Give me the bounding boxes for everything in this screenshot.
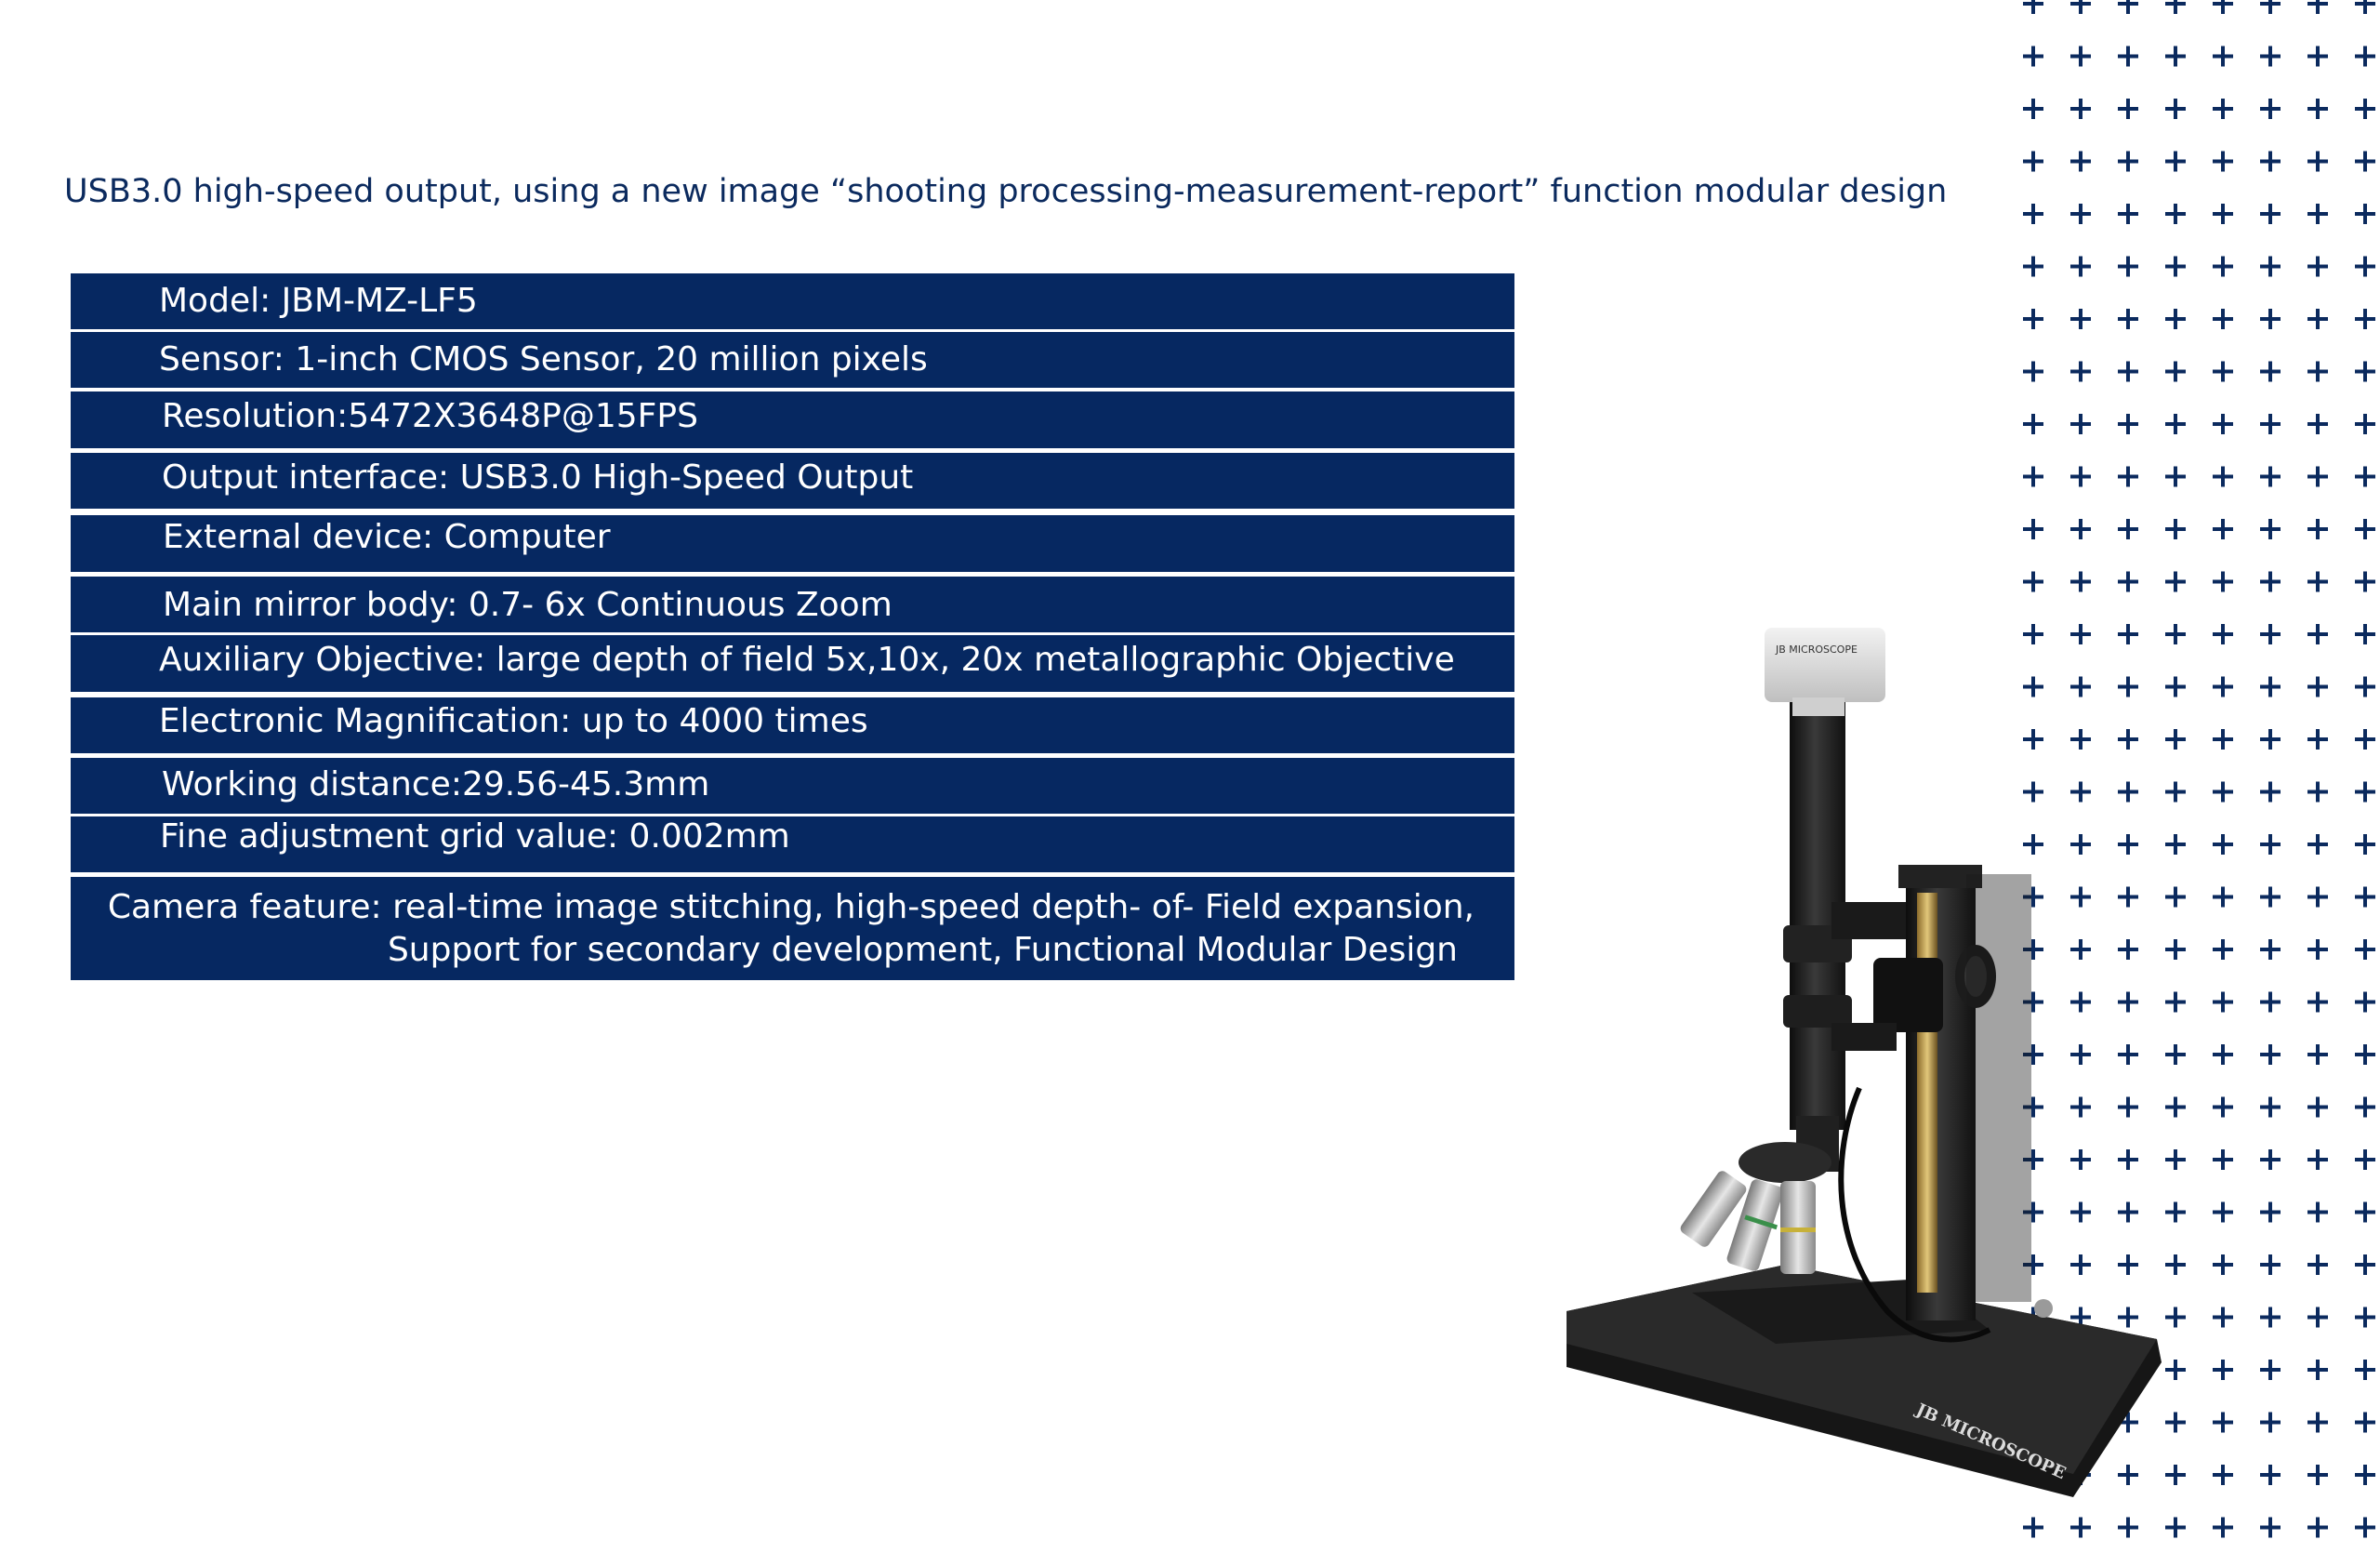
plus-icon xyxy=(2307,887,2328,908)
plus-icon xyxy=(2213,99,2233,119)
plus-icon xyxy=(2165,572,2186,592)
plus-icon xyxy=(2307,519,2328,539)
plus-icon xyxy=(2213,1149,2233,1170)
plus-icon xyxy=(2070,99,2091,119)
plus-icon xyxy=(2213,467,2233,487)
plus-icon xyxy=(2213,834,2233,855)
plus-icon xyxy=(2355,1044,2375,1065)
spec-text-model: Model: JBM-MZ-LF5 xyxy=(159,282,478,320)
plus-icon xyxy=(2070,0,2091,14)
microscope-image xyxy=(1553,595,2185,1525)
plus-icon xyxy=(2307,1149,2328,1170)
plus-icon xyxy=(2260,0,2281,14)
plus-icon xyxy=(2165,257,2186,277)
plus-icon xyxy=(2070,519,2091,539)
spec-row-sensor xyxy=(71,332,1514,388)
plus-icon xyxy=(2307,624,2328,644)
plus-icon xyxy=(2213,257,2233,277)
plus-icon xyxy=(2307,729,2328,750)
plus-icon xyxy=(2307,834,2328,855)
plus-icon xyxy=(2213,1202,2233,1223)
objective-turret xyxy=(1678,1142,1831,1274)
plus-icon xyxy=(2118,572,2138,592)
plus-icon xyxy=(2070,204,2091,224)
plus-icon xyxy=(2355,257,2375,277)
plus-icon xyxy=(2070,152,2091,172)
plus-icon xyxy=(2260,1097,2281,1118)
plus-icon xyxy=(2023,257,2043,277)
plus-icon xyxy=(2260,414,2281,434)
plus-icon xyxy=(2118,362,2138,382)
plus-icon xyxy=(2355,834,2375,855)
plus-icon xyxy=(2307,0,2328,14)
plus-icon xyxy=(2165,309,2186,329)
plus-icon xyxy=(2213,309,2233,329)
spec-row-electronic-magnification xyxy=(71,697,1514,753)
plus-icon xyxy=(2260,939,2281,960)
plus-icon xyxy=(2260,729,2281,750)
camera-feature-line-1: Camera feature: real-time image stitching, high-speed depth- of- Field expansion, xyxy=(107,887,1474,926)
spec-text-working-distance: Working distance:29.56-45.3mm xyxy=(162,765,710,803)
plus-icon xyxy=(2355,1254,2375,1275)
plus-icon xyxy=(2355,572,2375,592)
plus-icon xyxy=(2307,1360,2328,1380)
spec-text-auxiliary-objective: Auxiliary Objective: large depth of field 5x,10x, 20x metallographic Objective xyxy=(159,640,1455,679)
plus-icon xyxy=(2355,624,2375,644)
spec-text-external-device: External device: Computer xyxy=(163,517,611,556)
plus-icon xyxy=(2165,414,2186,434)
plus-icon xyxy=(2260,467,2281,487)
plus-icon xyxy=(2355,677,2375,697)
plus-icon xyxy=(2023,204,2043,224)
plus-icon xyxy=(2307,572,2328,592)
plus-icon xyxy=(2355,414,2375,434)
plus-icon xyxy=(2260,257,2281,277)
plus-icon xyxy=(2165,204,2186,224)
plus-icon xyxy=(2260,1518,2281,1538)
plus-icon xyxy=(2355,887,2375,908)
plus-icon xyxy=(2355,1518,2375,1538)
plus-icon xyxy=(2165,0,2186,14)
plus-icon xyxy=(2307,1044,2328,1065)
spec-text-main-mirror: Main mirror body: 0.7- 6x Continuous Zoom xyxy=(163,586,892,624)
plus-icon xyxy=(2355,729,2375,750)
plus-icon xyxy=(2355,1202,2375,1223)
plus-icon xyxy=(2070,572,2091,592)
plus-icon xyxy=(2023,46,2043,67)
spec-row-main-mirror xyxy=(71,577,1514,632)
plus-icon xyxy=(2023,572,2043,592)
plus-icon xyxy=(2307,204,2328,224)
plus-icon xyxy=(2260,309,2281,329)
plus-icon xyxy=(2023,152,2043,172)
plus-icon xyxy=(2213,1413,2233,1433)
plus-icon xyxy=(2307,1097,2328,1118)
plus-icon xyxy=(2118,257,2138,277)
plus-icon xyxy=(2023,414,2043,434)
plus-icon xyxy=(2213,362,2233,382)
plus-icon xyxy=(2260,1413,2281,1433)
plus-icon xyxy=(2355,467,2375,487)
plus-icon xyxy=(2118,46,2138,67)
plus-icon xyxy=(2213,1518,2233,1538)
plus-icon xyxy=(2260,572,2281,592)
plus-icon xyxy=(2355,1465,2375,1485)
plus-icon xyxy=(2355,46,2375,67)
spec-text-camera-feature xyxy=(100,877,1474,980)
plus-icon xyxy=(2213,677,2233,697)
spec-row-working-distance xyxy=(71,758,1514,814)
plus-icon xyxy=(2355,152,2375,172)
plus-icon xyxy=(2260,1149,2281,1170)
plus-icon xyxy=(2307,152,2328,172)
spec-row-fine-adjustment xyxy=(71,816,1514,872)
plus-icon xyxy=(2260,1465,2281,1485)
plus-icon xyxy=(2355,362,2375,382)
plus-icon xyxy=(2260,1360,2281,1380)
plus-icon xyxy=(2213,1044,2233,1065)
plus-icon xyxy=(2118,152,2138,172)
plus-icon xyxy=(2355,782,2375,803)
plus-icon xyxy=(2260,782,2281,803)
plus-icon xyxy=(2307,257,2328,277)
plus-icon xyxy=(2260,1254,2281,1275)
plus-icon xyxy=(2307,1413,2328,1433)
plus-icon xyxy=(2070,467,2091,487)
spec-text-output-interface: Output interface: USB3.0 High-Speed Output xyxy=(162,458,914,497)
plus-icon xyxy=(2355,309,2375,329)
plus-icon xyxy=(2118,204,2138,224)
plus-icon xyxy=(2023,309,2043,329)
plus-icon xyxy=(2165,152,2186,172)
plus-icon xyxy=(2355,1307,2375,1328)
plus-icon xyxy=(2307,414,2328,434)
plus-icon xyxy=(2023,519,2043,539)
plus-icon xyxy=(2355,519,2375,539)
plus-icon xyxy=(2355,99,2375,119)
plus-icon xyxy=(2307,1254,2328,1275)
plus-icon xyxy=(2213,782,2233,803)
plus-icon xyxy=(2260,46,2281,67)
plus-icon xyxy=(2213,887,2233,908)
plus-icon xyxy=(2213,572,2233,592)
plus-icon xyxy=(2165,362,2186,382)
plus-icon xyxy=(2213,46,2233,67)
plus-icon xyxy=(2260,362,2281,382)
plus-icon xyxy=(2307,46,2328,67)
plus-icon xyxy=(2307,1307,2328,1328)
plus-icon xyxy=(2213,939,2233,960)
plus-icon xyxy=(2260,204,2281,224)
plus-icon xyxy=(2307,677,2328,697)
plus-icon xyxy=(2165,519,2186,539)
plus-icon xyxy=(2355,1413,2375,1433)
plus-icon xyxy=(2213,152,2233,172)
plus-icon xyxy=(2307,99,2328,119)
plus-icon xyxy=(2213,0,2233,14)
plus-icon xyxy=(2355,1360,2375,1380)
spec-row-model xyxy=(71,273,1514,329)
plus-icon xyxy=(2070,309,2091,329)
plus-icon xyxy=(2165,99,2186,119)
plus-icon xyxy=(2213,1360,2233,1380)
spec-text-sensor: Sensor: 1-inch CMOS Sensor, 20 million pixels xyxy=(159,340,928,378)
plus-icon xyxy=(2355,939,2375,960)
plus-icon xyxy=(2213,414,2233,434)
plus-icon xyxy=(2307,1202,2328,1223)
plus-icon xyxy=(2260,677,2281,697)
plus-icon xyxy=(2023,99,2043,119)
spec-text-fine-adjustment: Fine adjustment grid value: 0.002mm xyxy=(160,817,790,856)
microscope-tube xyxy=(1783,702,1906,1172)
plus-icon xyxy=(2165,46,2186,67)
plus-icon xyxy=(2070,414,2091,434)
plus-icon xyxy=(2355,0,2375,14)
plus-icon xyxy=(2260,834,2281,855)
plus-icon xyxy=(2213,1465,2233,1485)
plus-icon xyxy=(2213,519,2233,539)
plus-icon xyxy=(2023,362,2043,382)
plus-icon xyxy=(2260,152,2281,172)
plus-icon xyxy=(2307,362,2328,382)
spec-row-resolution xyxy=(71,392,1514,448)
plus-icon xyxy=(2307,939,2328,960)
plus-icon xyxy=(2260,992,2281,1013)
spec-row-output-interface xyxy=(71,453,1514,509)
plus-icon xyxy=(2307,467,2328,487)
plus-icon xyxy=(2260,99,2281,119)
plus-icon xyxy=(2118,467,2138,487)
plus-icon xyxy=(2070,362,2091,382)
plus-icon xyxy=(2307,309,2328,329)
plus-icon xyxy=(2213,729,2233,750)
camera-module xyxy=(1765,628,1885,716)
plus-icon xyxy=(2118,0,2138,14)
plus-icon xyxy=(2307,1465,2328,1485)
plus-icon xyxy=(2213,1307,2233,1328)
plus-icon xyxy=(2118,519,2138,539)
plus-icon xyxy=(2260,1307,2281,1328)
plus-icon xyxy=(2355,1149,2375,1170)
spec-text-resolution: Resolution:5472X3648P@15FPS xyxy=(162,396,698,435)
plus-icon xyxy=(2260,887,2281,908)
spec-row-external-device xyxy=(71,515,1514,572)
plus-icon xyxy=(2118,414,2138,434)
plus-icon xyxy=(2260,1044,2281,1065)
plus-icon xyxy=(2307,782,2328,803)
spec-text-electronic-magnification: Electronic Magnification: up to 4000 times xyxy=(159,702,868,740)
plus-icon xyxy=(2118,99,2138,119)
plus-icon xyxy=(2213,624,2233,644)
plus-icon xyxy=(2165,467,2186,487)
headline-text: USB3.0 high-speed output, using a new image “shooting processing-measurement-report” function modular design xyxy=(64,173,1948,210)
plus-icon xyxy=(2070,257,2091,277)
plus-icon xyxy=(2023,467,2043,487)
plus-icon xyxy=(2260,1202,2281,1223)
base-logo: JB MICROSCOPE xyxy=(1912,1400,2069,1484)
spec-row-camera-feature xyxy=(71,877,1514,980)
plus-icon xyxy=(2118,309,2138,329)
plus-icon xyxy=(2307,1518,2328,1538)
plus-icon xyxy=(2355,992,2375,1013)
microscope-base xyxy=(1567,1265,2162,1497)
plus-icon xyxy=(2213,1097,2233,1118)
plus-icon xyxy=(2307,992,2328,1013)
plus-icon xyxy=(2070,46,2091,67)
plus-icon xyxy=(2260,624,2281,644)
plus-icon xyxy=(2213,204,2233,224)
plus-icon xyxy=(2355,204,2375,224)
plus-icon xyxy=(2213,992,2233,1013)
camera-feature-line-2: Support for secondary development, Functional Modular Design xyxy=(387,930,1458,969)
plus-icon xyxy=(2355,1097,2375,1118)
plus-icon xyxy=(2213,1254,2233,1275)
plus-icon xyxy=(2023,0,2043,14)
spec-row-auxiliary-objective xyxy=(71,635,1514,692)
camera-logo: JB MICROSCOPE xyxy=(1776,644,1858,656)
plus-icon xyxy=(2260,519,2281,539)
